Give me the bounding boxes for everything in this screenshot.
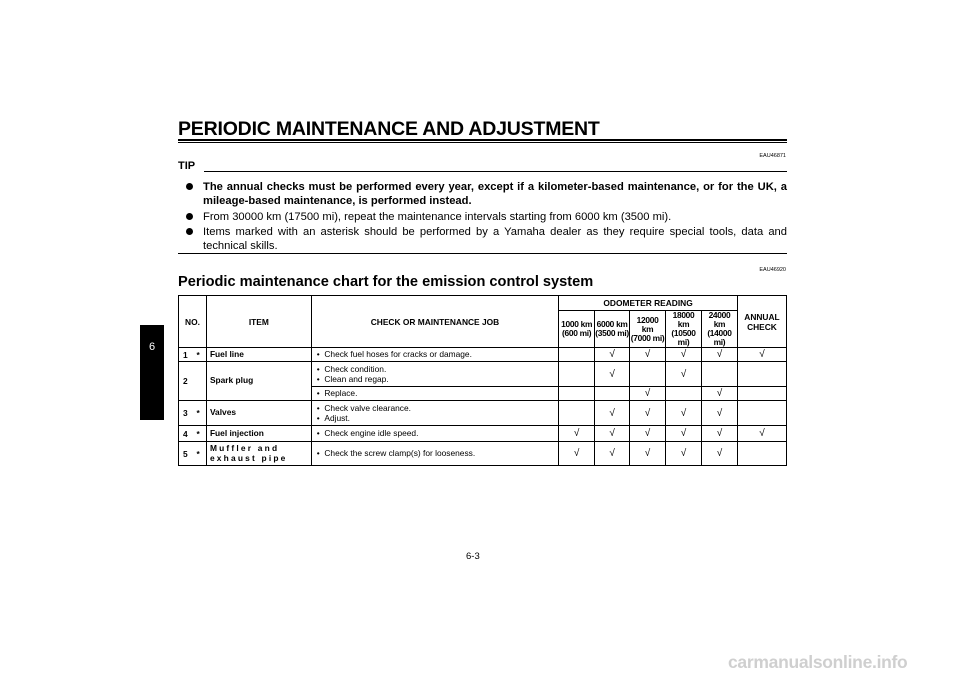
tip-item bbox=[186, 210, 787, 224]
check-cell: √ bbox=[595, 362, 630, 387]
tip-item-text: From 30000 km (17500 mi), repeat the maintenance intervals starting from 6000 km (3500 mi). bbox=[203, 210, 672, 223]
tip-rule bbox=[204, 171, 787, 172]
check-cell bbox=[559, 348, 595, 362]
bullet-icon bbox=[186, 183, 193, 190]
tip-item bbox=[186, 180, 787, 209]
odometer-column: 12000 km (7000 mi) bbox=[630, 311, 666, 348]
check-cell bbox=[559, 387, 595, 401]
row-number: 2 bbox=[179, 362, 195, 401]
check-cell: √ bbox=[630, 426, 666, 442]
header-odometer: ODOMETER READING bbox=[559, 296, 738, 311]
check-cell: √ bbox=[595, 426, 630, 442]
row-number: 1 bbox=[179, 348, 195, 362]
row-job: • Check fuel hoses for cracks or damage. bbox=[311, 348, 558, 362]
row-asterisk: * bbox=[194, 401, 206, 426]
row-asterisk: * bbox=[194, 348, 206, 362]
check-cell bbox=[737, 401, 786, 426]
tip-item bbox=[186, 225, 787, 254]
tip-end-rule bbox=[178, 253, 787, 254]
check-cell: √ bbox=[595, 401, 630, 426]
check-cell: √ bbox=[630, 401, 666, 426]
check-cell bbox=[737, 387, 786, 401]
tip-label: TIP bbox=[178, 160, 196, 172]
row-job: • Check the screw clamp(s) for looseness. bbox=[311, 442, 558, 466]
check-cell bbox=[737, 442, 786, 466]
check-cell: √ bbox=[595, 348, 630, 362]
row-asterisk bbox=[194, 362, 206, 401]
check-cell: √ bbox=[666, 401, 702, 426]
maintenance-chart bbox=[178, 295, 787, 466]
check-cell: √ bbox=[737, 348, 786, 362]
odometer-column: 1000 km (600 mi) bbox=[559, 311, 595, 348]
header-rule bbox=[178, 139, 787, 141]
check-cell bbox=[559, 401, 595, 426]
check-cell: √ bbox=[559, 426, 595, 442]
tip-item-text: Items marked with an asterisk should be performed by a Yamaha dealer as they require special tools, data and technical skills. bbox=[203, 225, 787, 253]
check-cell: √ bbox=[737, 426, 786, 442]
table-row bbox=[179, 348, 787, 362]
check-cell: √ bbox=[701, 348, 737, 362]
tip-item-text: The annual checks must be performed every year, except if a kilometer-based maintenance, or for the UK, a mileage-based maintenance, is performed instead. bbox=[203, 181, 787, 208]
tip-list bbox=[186, 180, 787, 254]
row-item: Fuel injection bbox=[206, 426, 311, 442]
section-title: Periodic maintenance chart for the emission control system bbox=[178, 274, 594, 290]
page-number: 6-3 bbox=[466, 551, 480, 562]
row-item: Fuel line bbox=[206, 348, 311, 362]
chapter-tab: 6 bbox=[140, 325, 164, 420]
table-header-row bbox=[179, 296, 787, 311]
header-annual-check-text: ANNUAL CHECK bbox=[744, 311, 780, 332]
table-row bbox=[179, 362, 787, 387]
check-cell: √ bbox=[595, 442, 630, 466]
odometer-column: 18000 km (10500 mi) bbox=[666, 311, 702, 348]
check-cell bbox=[595, 387, 630, 401]
row-asterisk: * bbox=[194, 426, 206, 442]
check-cell: √ bbox=[630, 348, 666, 362]
check-cell: √ bbox=[630, 387, 666, 401]
odometer-column: 24000 km (14000 mi) bbox=[701, 311, 737, 348]
row-item: Muffler and exhaust pipe bbox=[206, 442, 311, 466]
header-no: NO. bbox=[179, 296, 207, 348]
check-cell: √ bbox=[666, 362, 702, 387]
check-cell bbox=[559, 362, 595, 387]
header-rule-thin bbox=[178, 142, 787, 143]
row-number: 4 bbox=[179, 426, 195, 442]
row-job: • Replace. bbox=[311, 387, 558, 401]
table-row bbox=[179, 401, 787, 426]
row-number: 3 bbox=[179, 401, 195, 426]
check-cell: √ bbox=[701, 442, 737, 466]
header-item: ITEM bbox=[206, 296, 311, 348]
check-cell: √ bbox=[666, 442, 702, 466]
row-item: Spark plug bbox=[206, 362, 311, 401]
row-number: 5 bbox=[179, 442, 195, 466]
check-cell bbox=[630, 362, 666, 387]
row-asterisk: * bbox=[194, 442, 206, 466]
bullet-icon bbox=[186, 228, 193, 235]
odometer-column: 6000 km (3500 mi) bbox=[595, 311, 630, 348]
check-cell: √ bbox=[701, 401, 737, 426]
row-job: • Check condition. • Clean and regap. bbox=[311, 362, 558, 387]
tip-reference-code: EAU46871 bbox=[759, 153, 786, 159]
header-annual-check bbox=[737, 296, 786, 348]
check-cell: √ bbox=[559, 442, 595, 466]
row-job: • Check valve clearance. • Adjust. bbox=[311, 401, 558, 426]
row-item: Valves bbox=[206, 401, 311, 426]
row-job: • Check engine idle speed. bbox=[311, 426, 558, 442]
check-cell bbox=[701, 362, 737, 387]
check-cell: √ bbox=[630, 442, 666, 466]
header-job: CHECK OR MAINTENANCE JOB bbox=[311, 296, 558, 348]
check-cell: √ bbox=[666, 348, 702, 362]
check-cell: √ bbox=[701, 426, 737, 442]
watermark: carmanualsonline.info bbox=[728, 652, 908, 672]
page-header-title: PERIODIC MAINTENANCE AND ADJUSTMENT bbox=[178, 118, 600, 140]
section-reference-code: EAU46920 bbox=[759, 267, 786, 273]
check-cell: √ bbox=[666, 426, 702, 442]
bullet-icon bbox=[186, 213, 193, 220]
check-cell: √ bbox=[701, 387, 737, 401]
table-row bbox=[179, 442, 787, 466]
check-cell bbox=[737, 362, 786, 387]
check-cell bbox=[666, 387, 702, 401]
table-row bbox=[179, 426, 787, 442]
